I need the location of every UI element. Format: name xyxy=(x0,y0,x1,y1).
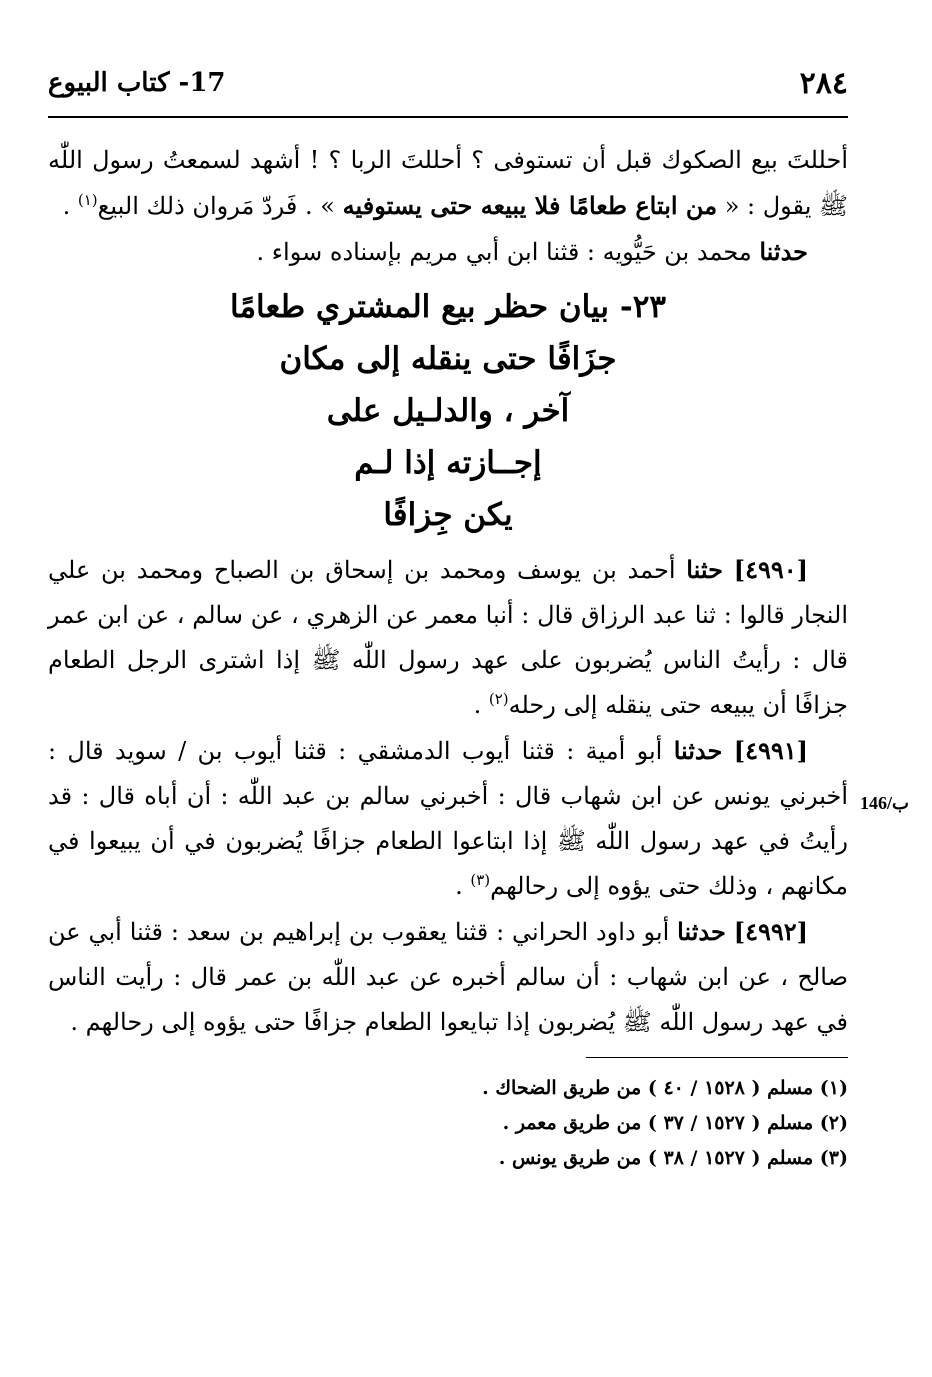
narration-end: . xyxy=(455,872,471,900)
heading-line-4: إجــازته إذا لـم xyxy=(354,445,542,481)
narration-4990 xyxy=(48,547,848,728)
narration-label: حثنا xyxy=(686,555,723,584)
heading-line-1: ٢٣- بيان حظر بيع المشتري طعامًا xyxy=(230,289,666,325)
intro-line-end: . xyxy=(62,192,78,220)
main-text xyxy=(48,138,848,1045)
narration-4992 xyxy=(48,909,848,1045)
isnad-line xyxy=(48,229,848,275)
page-number: ٢٨٤ xyxy=(799,66,848,101)
narration-number: [٤٩٩١] xyxy=(733,736,808,765)
intro-paragraph xyxy=(48,138,848,229)
intro-line-a: أحللتَ بيع الصكوك قبل أن تستوفى ؟ أحللتَ الربا ؟ ! أشهد لسمعتُ رسول اللّٰه ﷺ يقول : « xyxy=(48,146,848,220)
narration-text: أبو داود الحراني : قثنا يعقوب بن إبراهيم بن سعد : قثنا أبي عن صالح ، عن ابن شهاب : أن سالم أخبره عن عبد اللّٰه بن عمر قال : رأيت الناس في عهد رسول اللّٰه ﷺ يُضربون إذا تبايعوا الطعام جزافًا حتى يؤوه إلى رحالهم . xyxy=(48,918,848,1036)
narration-end: . xyxy=(473,691,489,719)
isnad-text: محمد بن حَيُّويه : قثنا ابن أبي مريم بإسناده سواء . xyxy=(256,238,752,266)
narration-text: أبو أمية : قثنا أيوب الدمشقي : قثنا أيوب بن / سويد قال : أخبرني يونس عن ابن شهاب قال : أخبرني سالم بن عبد اللّٰه : أن أباه قال : قد رأيتُ في عهد رسول اللّٰه ﷺ إذا ابتاعوا الطعام جزافًا يُضربون في أن يبيعوا في مكانهم ، وذلك حتى يؤوه إلى رحالهم xyxy=(48,737,848,900)
footnotes xyxy=(48,1057,848,1176)
document-page xyxy=(48,60,848,1176)
narration-number: [٤٩٩٠] xyxy=(733,555,808,584)
intro-line-b: » . فَردّ مَروان ذلك البيع xyxy=(97,192,335,220)
isnad-label: حدثنا xyxy=(759,237,808,266)
footnote-3: (٣) مسلم ( ١٥٢٧ / ٣٨ ) من طريق يونس . xyxy=(498,1147,848,1169)
heading-line-2: جزَافًا حتى ينقله إلى مكان xyxy=(279,341,617,377)
footnote-ref-2: (٢) xyxy=(488,690,509,708)
footnote-ref-1: (١) xyxy=(77,191,98,209)
section-heading xyxy=(48,281,848,541)
manuscript-folio-note: 146/ب xyxy=(860,793,909,813)
narration-4991 xyxy=(48,728,848,909)
footnote-ref-3: (٣) xyxy=(470,871,491,889)
hadith-quote: من ابتاع طعامًا فلا يبيعه حتى يستوفيه xyxy=(342,191,718,220)
heading-line-5: يكن جِزافًا xyxy=(383,497,513,533)
narration-label: حدثنا xyxy=(677,917,726,946)
heading-line-3: آخر ، والدلـيل على xyxy=(326,393,570,429)
narration-text: أحمد بن يوسف ومحمد بن إسحاق بن الصباح ومحمد بن علي النجار قالوا : ثنا عبد الرزاق قال : أنبا معمر عن الزهري ، عن سالم ، عن ابن عمر قال : رأيتُ الناس يُضربون على عهد رسول اللّٰه ﷺ إذا اشترى الرجل الطعام جزافًا أن يبيعه حتى ينقله إلى رحله xyxy=(48,556,848,719)
footnote-1: (١) مسلم ( ١٥٢٨ / ٤٠ ) من طريق الضحاك . xyxy=(482,1077,848,1099)
narration-number: [٤٩٩٢] xyxy=(733,917,808,946)
footnote-divider xyxy=(586,1057,848,1058)
footnote-2: (٢) مسلم ( ١٥٢٧ / ٣٧ ) من طريق معمر . xyxy=(502,1112,848,1134)
page-header xyxy=(48,60,848,118)
narration-label: حدثنا xyxy=(673,736,723,765)
chapter-title: 17- كتاب البيوع xyxy=(48,68,226,98)
